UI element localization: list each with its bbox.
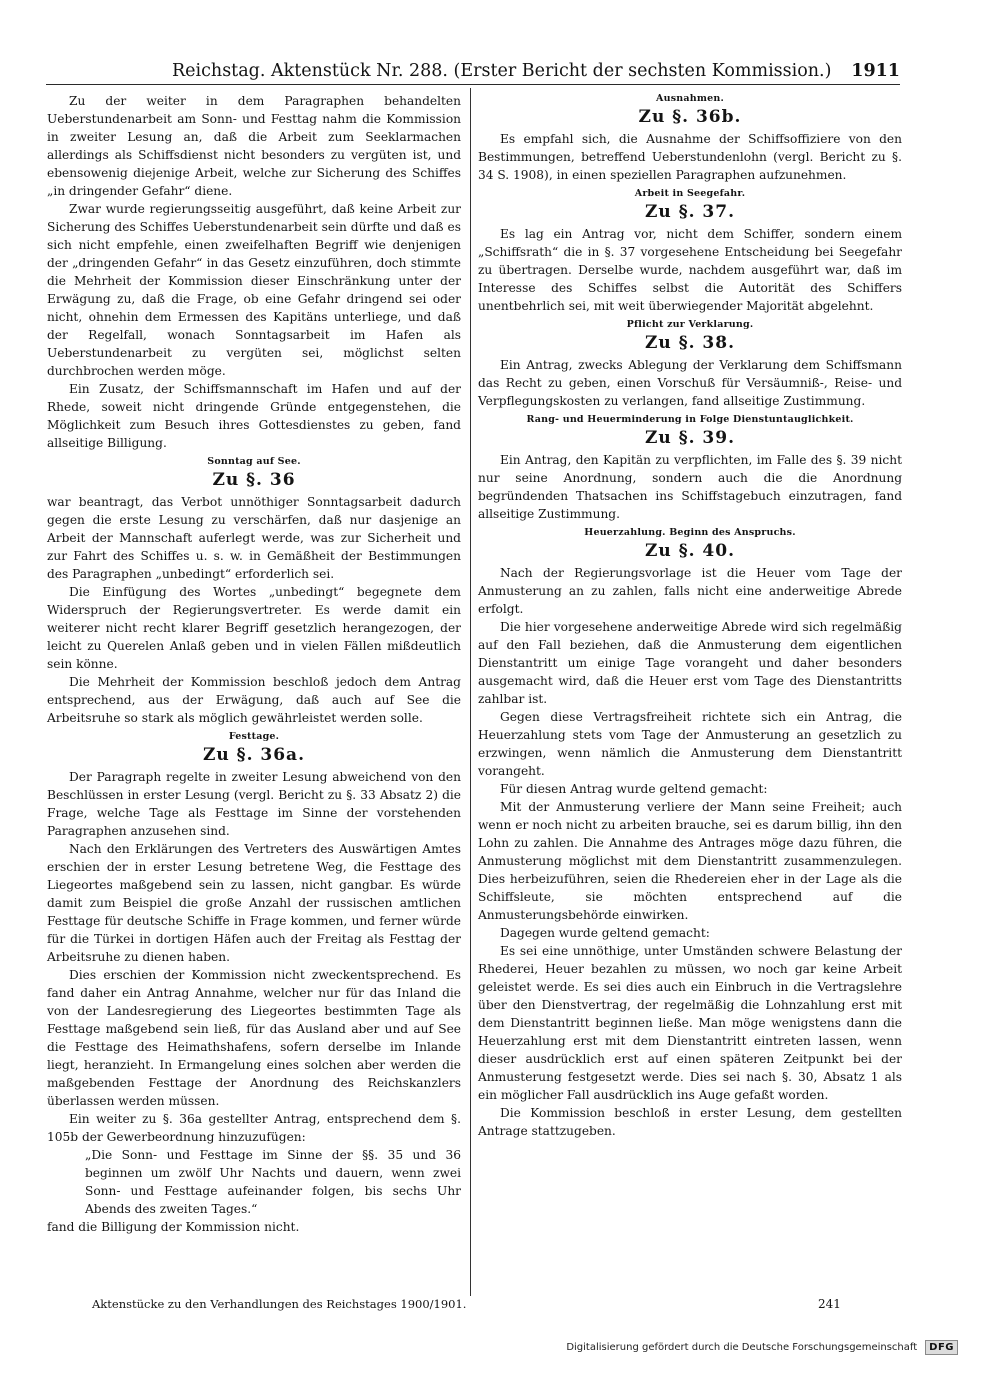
section-heading xyxy=(478,427,902,449)
paragraph: Ein weiter zu §. 36a gestellter Antrag, entsprechend dem §. 105b der Gewerbeordnung hinzuzufügen: xyxy=(47,1112,461,1144)
paragraph: Ein Antrag, zwecks Ablegung der Verklarung dem Schiffsmann das Recht zu geben, einen Vorschuß für Versäumniß-, Reise- und Verpflegungskosten zu verlangen, fand allseitige Zustimmung. xyxy=(478,358,902,408)
paragraph: Zu der weiter in dem Paragraphen behandelten Ueberstundenarbeit am Sonn- und Festtag nahm die Kommission in zweiter Lesung an, daß die Arbeit zum Seeklarmachen allerdings als Schiffsdienst nicht besonders zu vergüten ist, und ebensowenig diejenige Arbeit, welche zur Sicherung des Schiffes „in dringender Gefahr“ diene. xyxy=(47,94,461,198)
dfg-logo: DFG xyxy=(925,1340,958,1355)
section-heading-text: Zu §. 38. xyxy=(645,333,735,353)
paragraph: war beantragt, das Verbot unnöthiger Sonntagsarbeit dadurch gegen die erste Lesung zu verschärfen, daß nur dasjenige an Arbeit der Mannschaft auferlegt werde, was zur Sicherheit und zur Fahrt des Schiffes u. s. w. in Gemäßheit der Bestimmungen des Paragraphen „unbedingt“ erforderlich sei. xyxy=(47,495,461,581)
section-subheading: Sonntag auf See. xyxy=(207,456,301,467)
section-subheading: Ausnahmen. xyxy=(656,93,724,104)
paragraph: Nach der Regierungsvorlage ist die Heuer vom Tage der Anmusterung an zu zahlen, falls nicht eine anderweitige Abrede erfolgt. xyxy=(478,566,902,616)
section-subheading: Pflicht zur Verklarung. xyxy=(626,319,754,330)
header-title: Reichstag. Aktenstück Nr. 288. (Erster Bericht der sechsten Kommission.) xyxy=(172,61,832,81)
page-number: 1911 xyxy=(851,61,900,81)
paragraph: Dagegen wurde geltend gemacht: xyxy=(500,926,710,940)
section-heading-text: Zu §. 36 xyxy=(212,470,296,490)
section-heading xyxy=(47,744,461,766)
section-heading xyxy=(478,332,902,354)
paragraph: Es sei eine unnöthige, unter Umständen schwere Belastung der Rhederei, Heuer bezahlen zu müssen, wo noch gar keine Arbeit geleistet werde. Es sei dies auch ein Einbruch in die Vertragslehre über den Dienstvertrag, der regelmäßig die Lohnzahlung erst mit dem Dienstantritt beginnen ließe. Man möge wenigstens dann die Heuerzahlung erst mit dem Dienstantritt eintreten lassen, wenn dieser ausdrücklich erst auf einen späteren Zeitpunkt bei der Anmusterung festgesetzt werde. Dies sei nach §. 30, Absatz 1 als ein möglicher Fall ausdrücklich ins Auge gefaßt worden. xyxy=(478,944,902,1102)
paragraph: Die hier vorgesehene anderweitige Abrede wird sich regelmäßig auf den Fall beziehen, daß die Anmusterung dem eigentlichen Dienstantritt um einige Tage vorangeht und daher besonders ausgemacht wird, daß die Heuer erst vom Tage des Dienstantritts zahlbar ist. xyxy=(478,620,902,706)
paragraph: Für diesen Antrag wurde geltend gemacht: xyxy=(500,782,768,796)
section-heading-text: Zu §. 40. xyxy=(645,541,735,561)
paragraph: fand die Billigung der Kommission nicht. xyxy=(47,1220,300,1234)
paragraph: Gegen diese Vertragsfreiheit richtete sich ein Antrag, die Heuerzahlung stets vom Tage der Anmusterung an gesetzlich zu erzwingen, wenn nämlich die Anmusterung dem Dienstantritt vorangeht. xyxy=(478,710,902,778)
paragraph: Nach den Erklärungen des Vertreters des Auswärtigen Amtes erschien der in erster Lesung betretene Weg, die Festtage des Liegeortes maßgebend sein zu lassen, nicht gangbar. Es würde damit zum Beispiel die große Anzahl der russischen amtlichen Festtage für deutsche Schiffe in Frage kommen, und ferner würde für die Türkei in dortigen Häfen auch der Freitag als Festtag der Arbeitsruhe zu dienen haben. xyxy=(47,842,461,964)
section-subheading: Festtage. xyxy=(228,731,280,742)
page-header xyxy=(172,56,900,86)
quoted-text: „Die Sonn- und Festtage im Sinne der §§. 35 und 36 beginnen um zwölf Uhr Nachts und dauern, wenn zwei Sonn- und Festtage aufeinander folgen, bis sechs Uhr Abends des zweiten Tages.“ xyxy=(85,1148,461,1216)
header-rule xyxy=(46,84,900,85)
section-heading-text: Zu §. 37. xyxy=(645,202,735,222)
section-subheading: Heuerzahlung. Beginn des Anspruchs. xyxy=(584,527,796,538)
section-subheading: Rang- und Heuerminderung in Folge Dienstuntauglichkeit. xyxy=(526,414,854,425)
paragraph: Ein Antrag, den Kapitän zu verpflichten, im Falle des §. 39 nicht nur seine Anordnung, sondern auch die die Anordnung begründenden Thatsachen ins Schiffstagebuch einzutragen, fand allseitige Zustimmung. xyxy=(478,453,902,521)
paragraph: Es empfahl sich, die Ausnahme der Schiffsoffiziere von den Bestimmungen, betreffend Ueberstundenlohn (vergl. Bericht zu §. 34 S. 1908), in einen speziellen Paragraphen aufzunehmen. xyxy=(478,132,902,182)
paragraph: Die Mehrheit der Kommission beschloß jedoch dem Antrag entsprechend, aus der Erwägung, daß auch auf See die Arbeitsruhe so stark als möglich gewährleistet werden solle. xyxy=(47,675,461,725)
digitization-text: Digitalisierung gefördert durch die Deutsche Forschungsgemeinschaft xyxy=(566,1341,918,1353)
column-divider xyxy=(470,88,471,1296)
paragraph: Dies erschien der Kommission nicht zweckentsprechend. Es fand daher ein Antrag Annahme, welcher nur für das Inland die von der Landesregierung des Liegeortes bestimmten Tage als Festtage maßgebend sein ließ, für das Ausland aber und auf See die Festtage des Heimathshafens, sofern derselbe im Inlande liegt, heranzieht. In Ermangelung eines solchen aber werden die maßgebenden Festtage der Anordnung des Reichskanzlers überlassen werden müssen. xyxy=(47,968,461,1108)
paragraph: Die Einfügung des Wortes „unbedingt“ begegnete dem Widerspruch der Regierungsvertreter. Es werde damit ein weiterer nicht recht klarer Begriff gesetzlich herangezogen, der leicht zu Querelen Anlaß geben und in vielen Fällen mißdeutlich sein könne. xyxy=(47,585,461,671)
digitization-note xyxy=(566,1337,958,1357)
section-heading-text: Zu §. 36a. xyxy=(202,745,305,765)
section-subheading: Arbeit in Seegefahr. xyxy=(634,188,746,199)
section-heading xyxy=(478,540,902,562)
right-column xyxy=(478,92,902,1140)
section-heading xyxy=(478,201,902,223)
section-heading xyxy=(47,469,461,491)
paragraph: Zwar wurde regierungsseitig ausgeführt, daß keine Arbeit zur Sicherung des Schiffes Ueberstundenarbeit sein dürfte und daß es sich nicht empfehle, einen zweifelhaften Begriff wie denjenigen der „dringenden Gefahr“ in das Gesetz einzuführen, doch stimmte die Mehrheit der Kommission dieser Einschränkung unter der Erwägung zu, daß die Frage, ob eine Gefahr dringend sei oder nicht, ohnehin dem Ermessen des Kapitäns unterliege, und daß der Regelfall, wonach Sonntagsarbeit im Hafen als Ueberstundenarbeit zu vergüten sei, möglichst selten durchbrochen werden möge. xyxy=(47,202,461,378)
paragraph: Die Kommission beschloß in erster Lesung, dem gestellten Antrage stattzugeben. xyxy=(478,1106,902,1138)
footer-source: Aktenstücke zu den Verhandlungen des Reichstages 1900/1901. xyxy=(92,1297,467,1311)
sheet-number: 241 xyxy=(818,1297,841,1311)
paragraph: Ein Zusatz, der Schiffsmannschaft im Hafen und auf der Rhede, soweit nicht dringende Gründe entgegenstehen, die Möglichkeit zum Besuch ihres Gottesdienstes zu geben, fand allseitige Billigung. xyxy=(47,382,461,450)
section-heading xyxy=(478,106,902,128)
left-column xyxy=(47,92,461,1236)
paragraph: Es lag ein Antrag vor, nicht dem Schiffer, sondern einem „Schiffsrath“ die in §. 37 vorgesehene Entscheidung bei Seegefahr zu übertragen. Derselbe wurde, nachdem ausgeführt war, daß im Interesse des Schiffes selbst die Autorität des Schiffers unentbehrlich sei, mit weit überwiegender Majorität abgelehnt. xyxy=(478,227,902,313)
section-heading-text: Zu §. 39. xyxy=(645,428,735,448)
paragraph: Der Paragraph regelte in zweiter Lesung abweichend von den Beschlüssen in erster Lesung (vergl. Bericht zu §. 33 Absatz 2) die Frage, welche Tage als Festtage im Sinne der vorstehenden Paragraphen anzusehen sind. xyxy=(47,770,461,838)
paragraph: Mit der Anmusterung verliere der Mann seine Freiheit; auch wenn er noch nicht zu arbeiten brauche, sei es darum billig, ihn den Lohn zu zahlen. Die Annahme des Antrages möge dazu führen, die Anmusterung möglichst mit dem Dienstantritt zusammenzulegen. Dies herbeizuführen, seien die Rhedereien eher in der Lage als die Schiffsleute, sie möchten entsprechend auf die Anmusterungsbehörde einwirken. xyxy=(478,800,902,922)
section-heading-text: Zu §. 36b. xyxy=(638,107,742,127)
